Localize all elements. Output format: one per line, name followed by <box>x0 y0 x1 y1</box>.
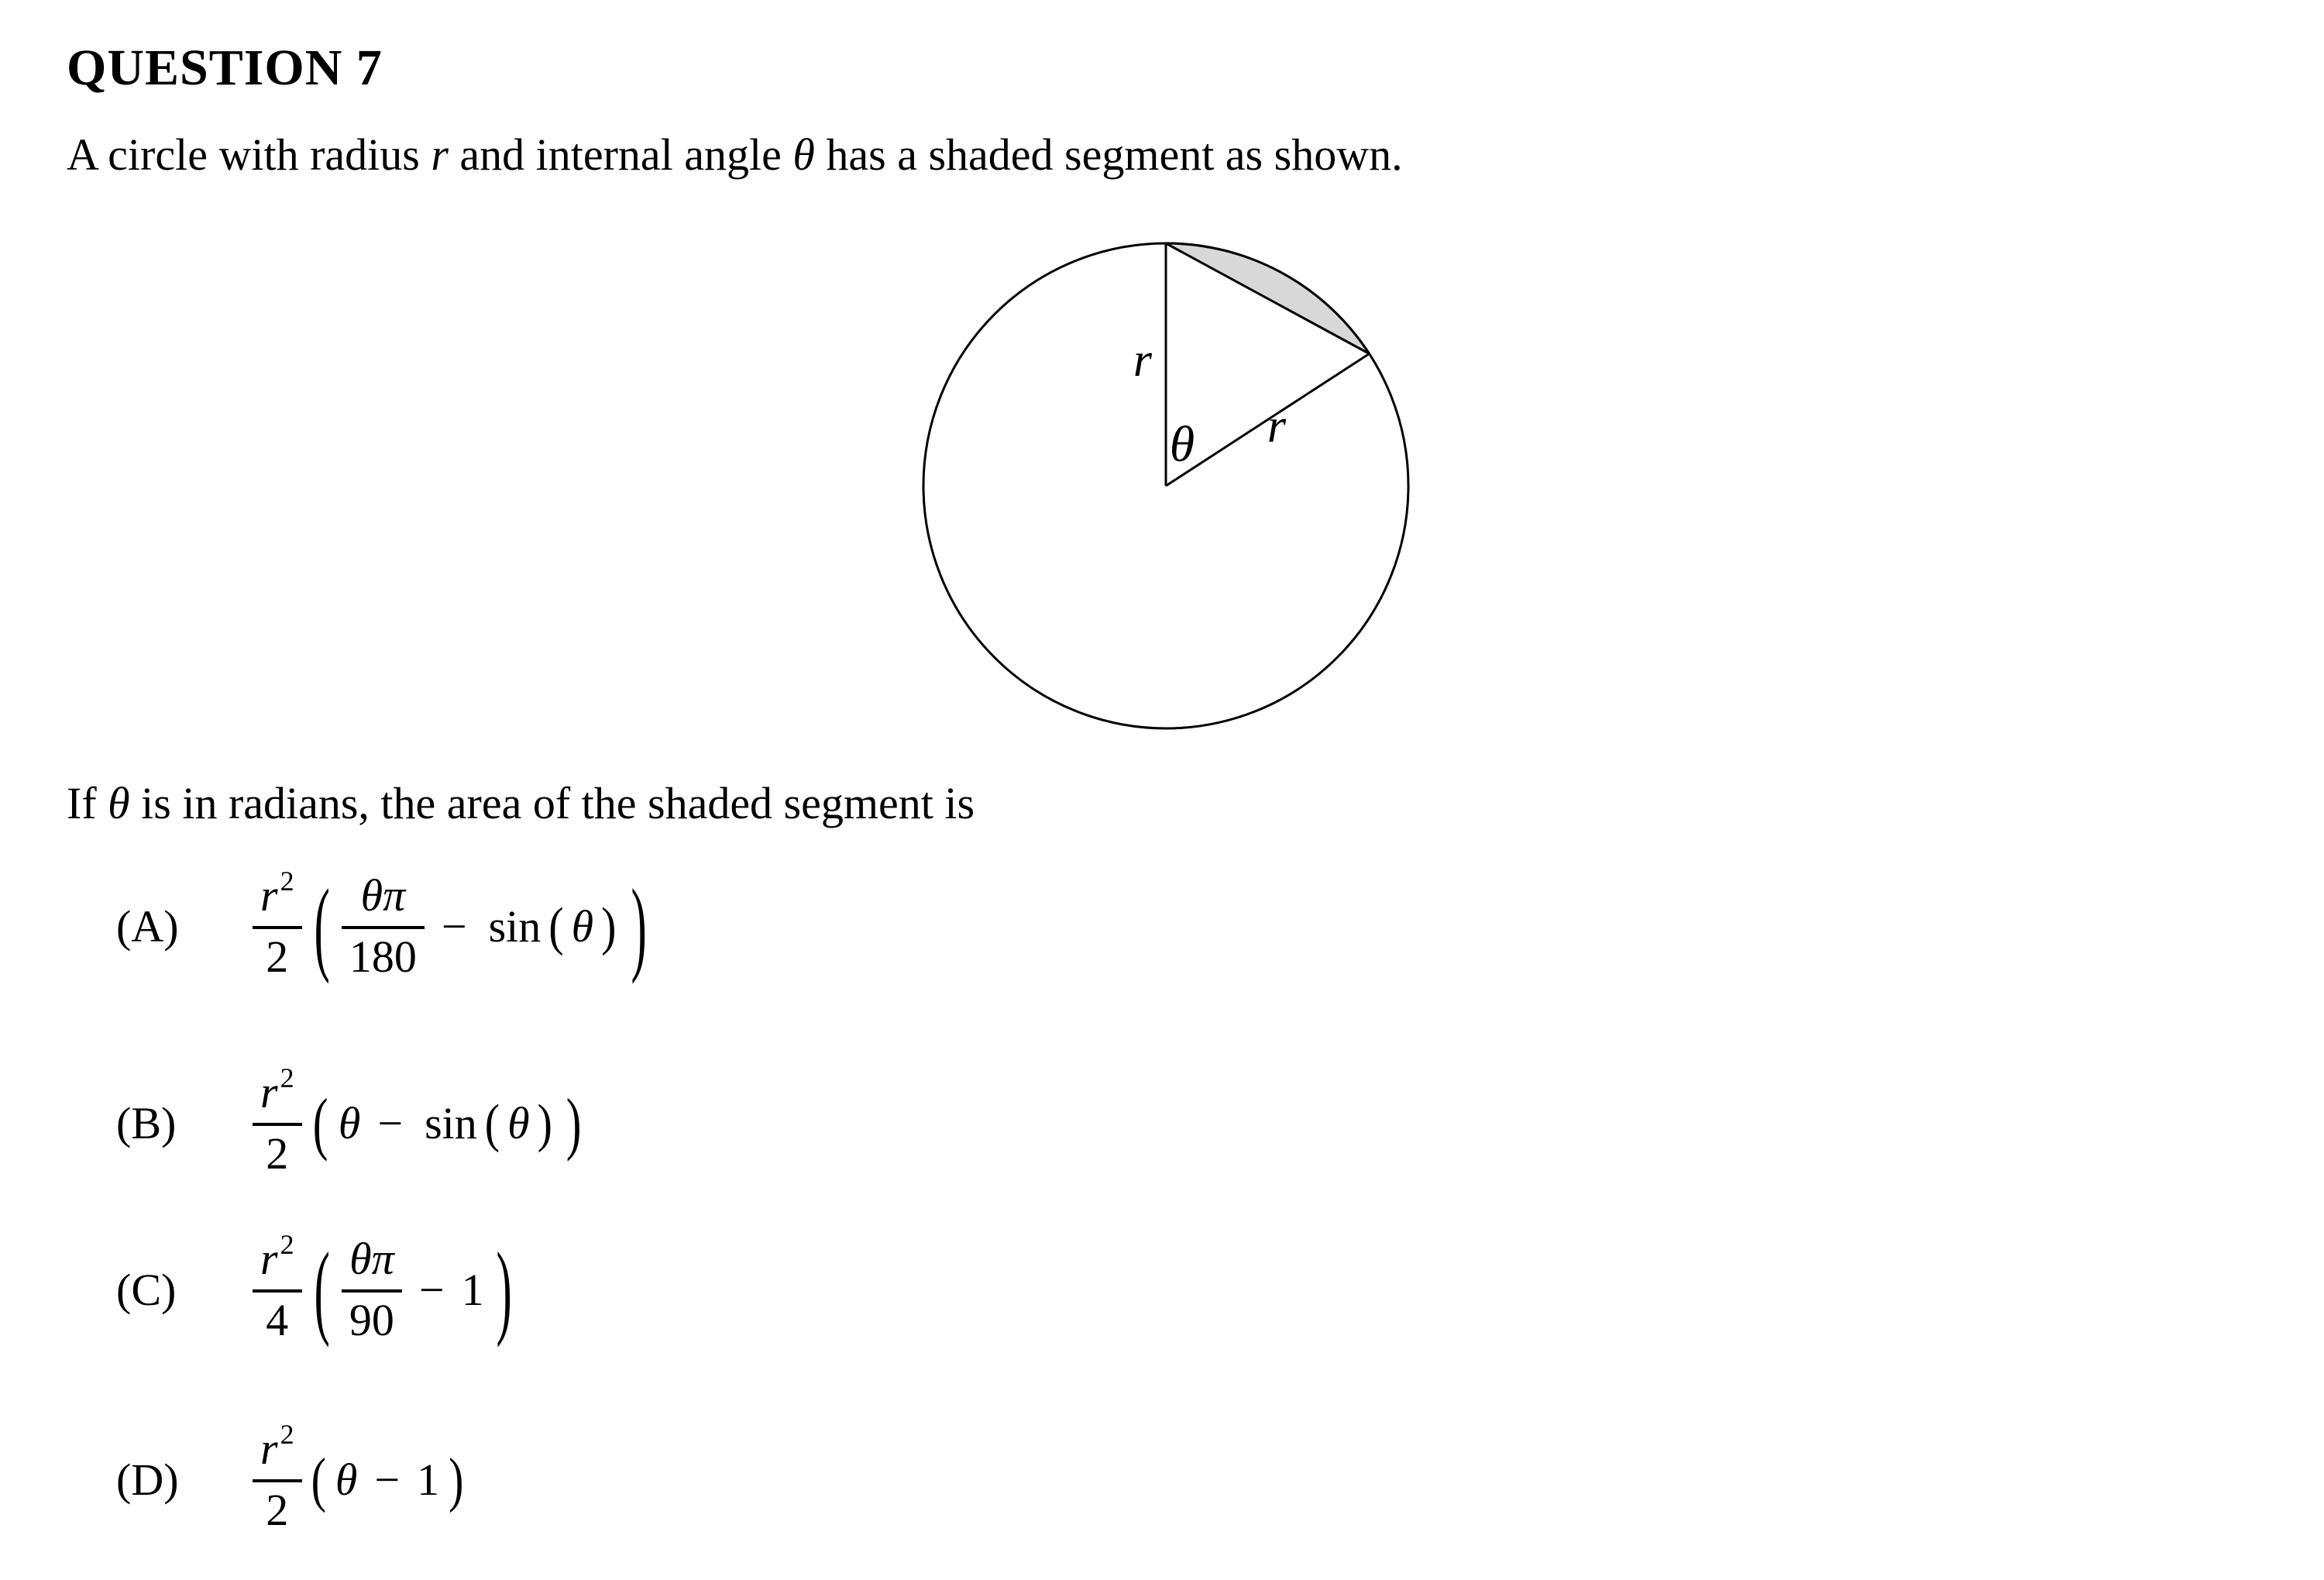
exponent: 2 <box>280 1062 294 1094</box>
coefficient-fraction <box>253 1229 302 1346</box>
variable-theta: θ <box>507 1098 530 1149</box>
variable-theta: θ <box>571 901 594 952</box>
fraction-denominator: 180 <box>349 931 417 982</box>
variable-theta: θ <box>335 1454 358 1506</box>
fraction-denominator: 90 <box>349 1294 394 1345</box>
prompt-text: If <box>67 778 108 828</box>
inner-fraction <box>342 871 425 983</box>
shaded-segment <box>1166 243 1370 354</box>
minus-sign: − <box>377 1098 404 1149</box>
variable-theta: θ <box>338 1098 361 1149</box>
left-paren: ( <box>311 1445 326 1514</box>
variable-r: r <box>260 1067 278 1117</box>
coefficient-fraction <box>253 1062 302 1179</box>
angle-label-theta: θ <box>1169 416 1195 473</box>
question-title: QUESTION 7 <box>67 40 383 96</box>
coefficient-fraction <box>253 1419 302 1536</box>
fraction-numerator <box>253 866 302 929</box>
option-a-label: (A) <box>116 901 179 952</box>
right-paren: ) <box>496 1230 512 1349</box>
fraction-numerator: θπ <box>342 871 425 929</box>
left-paren: ( <box>314 1230 330 1349</box>
option-c-label: (C) <box>116 1265 177 1316</box>
exponent: 2 <box>280 1229 294 1261</box>
option-a-formula <box>253 866 655 986</box>
sin-function: sin <box>425 1098 477 1149</box>
option-c-formula <box>253 1229 519 1349</box>
option-row-c <box>116 1229 519 1349</box>
left-paren: ( <box>548 896 564 956</box>
intro-text: and internal angle <box>448 129 793 180</box>
fraction-numerator <box>253 1062 302 1126</box>
option-d-formula <box>253 1419 468 1536</box>
fraction-numerator <box>253 1419 302 1482</box>
option-d-label: (D) <box>116 1454 179 1506</box>
variable-theta: θ <box>108 778 130 828</box>
right-paren: ) <box>566 1083 582 1162</box>
exponent: 2 <box>280 1419 294 1451</box>
intro-text: A circle with radius <box>67 129 431 180</box>
option-row-d <box>116 1419 468 1536</box>
left-paren: ( <box>484 1093 500 1153</box>
radius-label-right: r <box>1267 400 1287 453</box>
exponent: 2 <box>280 866 294 897</box>
right-paren: ) <box>631 866 648 986</box>
constant-one: 1 <box>417 1454 440 1506</box>
fraction-denominator: 2 <box>266 931 289 982</box>
minus-sign: − <box>441 901 467 952</box>
prompt-text: is in radians, the area of the shaded segment is <box>129 778 975 828</box>
inner-fraction <box>342 1234 402 1346</box>
variable-theta: θ <box>792 129 815 180</box>
question-intro <box>67 128 1403 182</box>
option-b-formula <box>253 1062 587 1179</box>
right-paren: ) <box>601 896 617 956</box>
sin-function: sin <box>488 901 541 952</box>
fraction-denominator: 2 <box>266 1127 289 1179</box>
fraction-numerator: θπ <box>342 1234 402 1293</box>
coefficient-fraction <box>253 866 302 983</box>
question-prompt <box>67 776 975 831</box>
radius-label-left: r <box>1133 334 1153 387</box>
fraction-numerator <box>253 1229 302 1293</box>
variable-r: r <box>260 870 278 921</box>
right-paren: ) <box>449 1445 464 1514</box>
right-paren: ) <box>537 1093 552 1153</box>
left-paren: ( <box>314 866 330 986</box>
circle-segment-diagram <box>883 203 1449 769</box>
constant-one: 1 <box>461 1265 484 1316</box>
option-b-label: (B) <box>116 1098 177 1149</box>
minus-sign: − <box>418 1265 445 1316</box>
fraction-denominator: 2 <box>266 1484 289 1535</box>
minus-sign: − <box>374 1454 401 1506</box>
intro-text: has a shaded segment as shown. <box>814 129 1403 180</box>
left-paren: ( <box>312 1083 328 1162</box>
option-row-b <box>116 1062 587 1179</box>
fraction-denominator: 4 <box>266 1294 289 1345</box>
variable-r: r <box>431 129 449 180</box>
option-row-a <box>116 866 655 986</box>
variable-r: r <box>260 1234 278 1284</box>
variable-r: r <box>260 1423 278 1474</box>
